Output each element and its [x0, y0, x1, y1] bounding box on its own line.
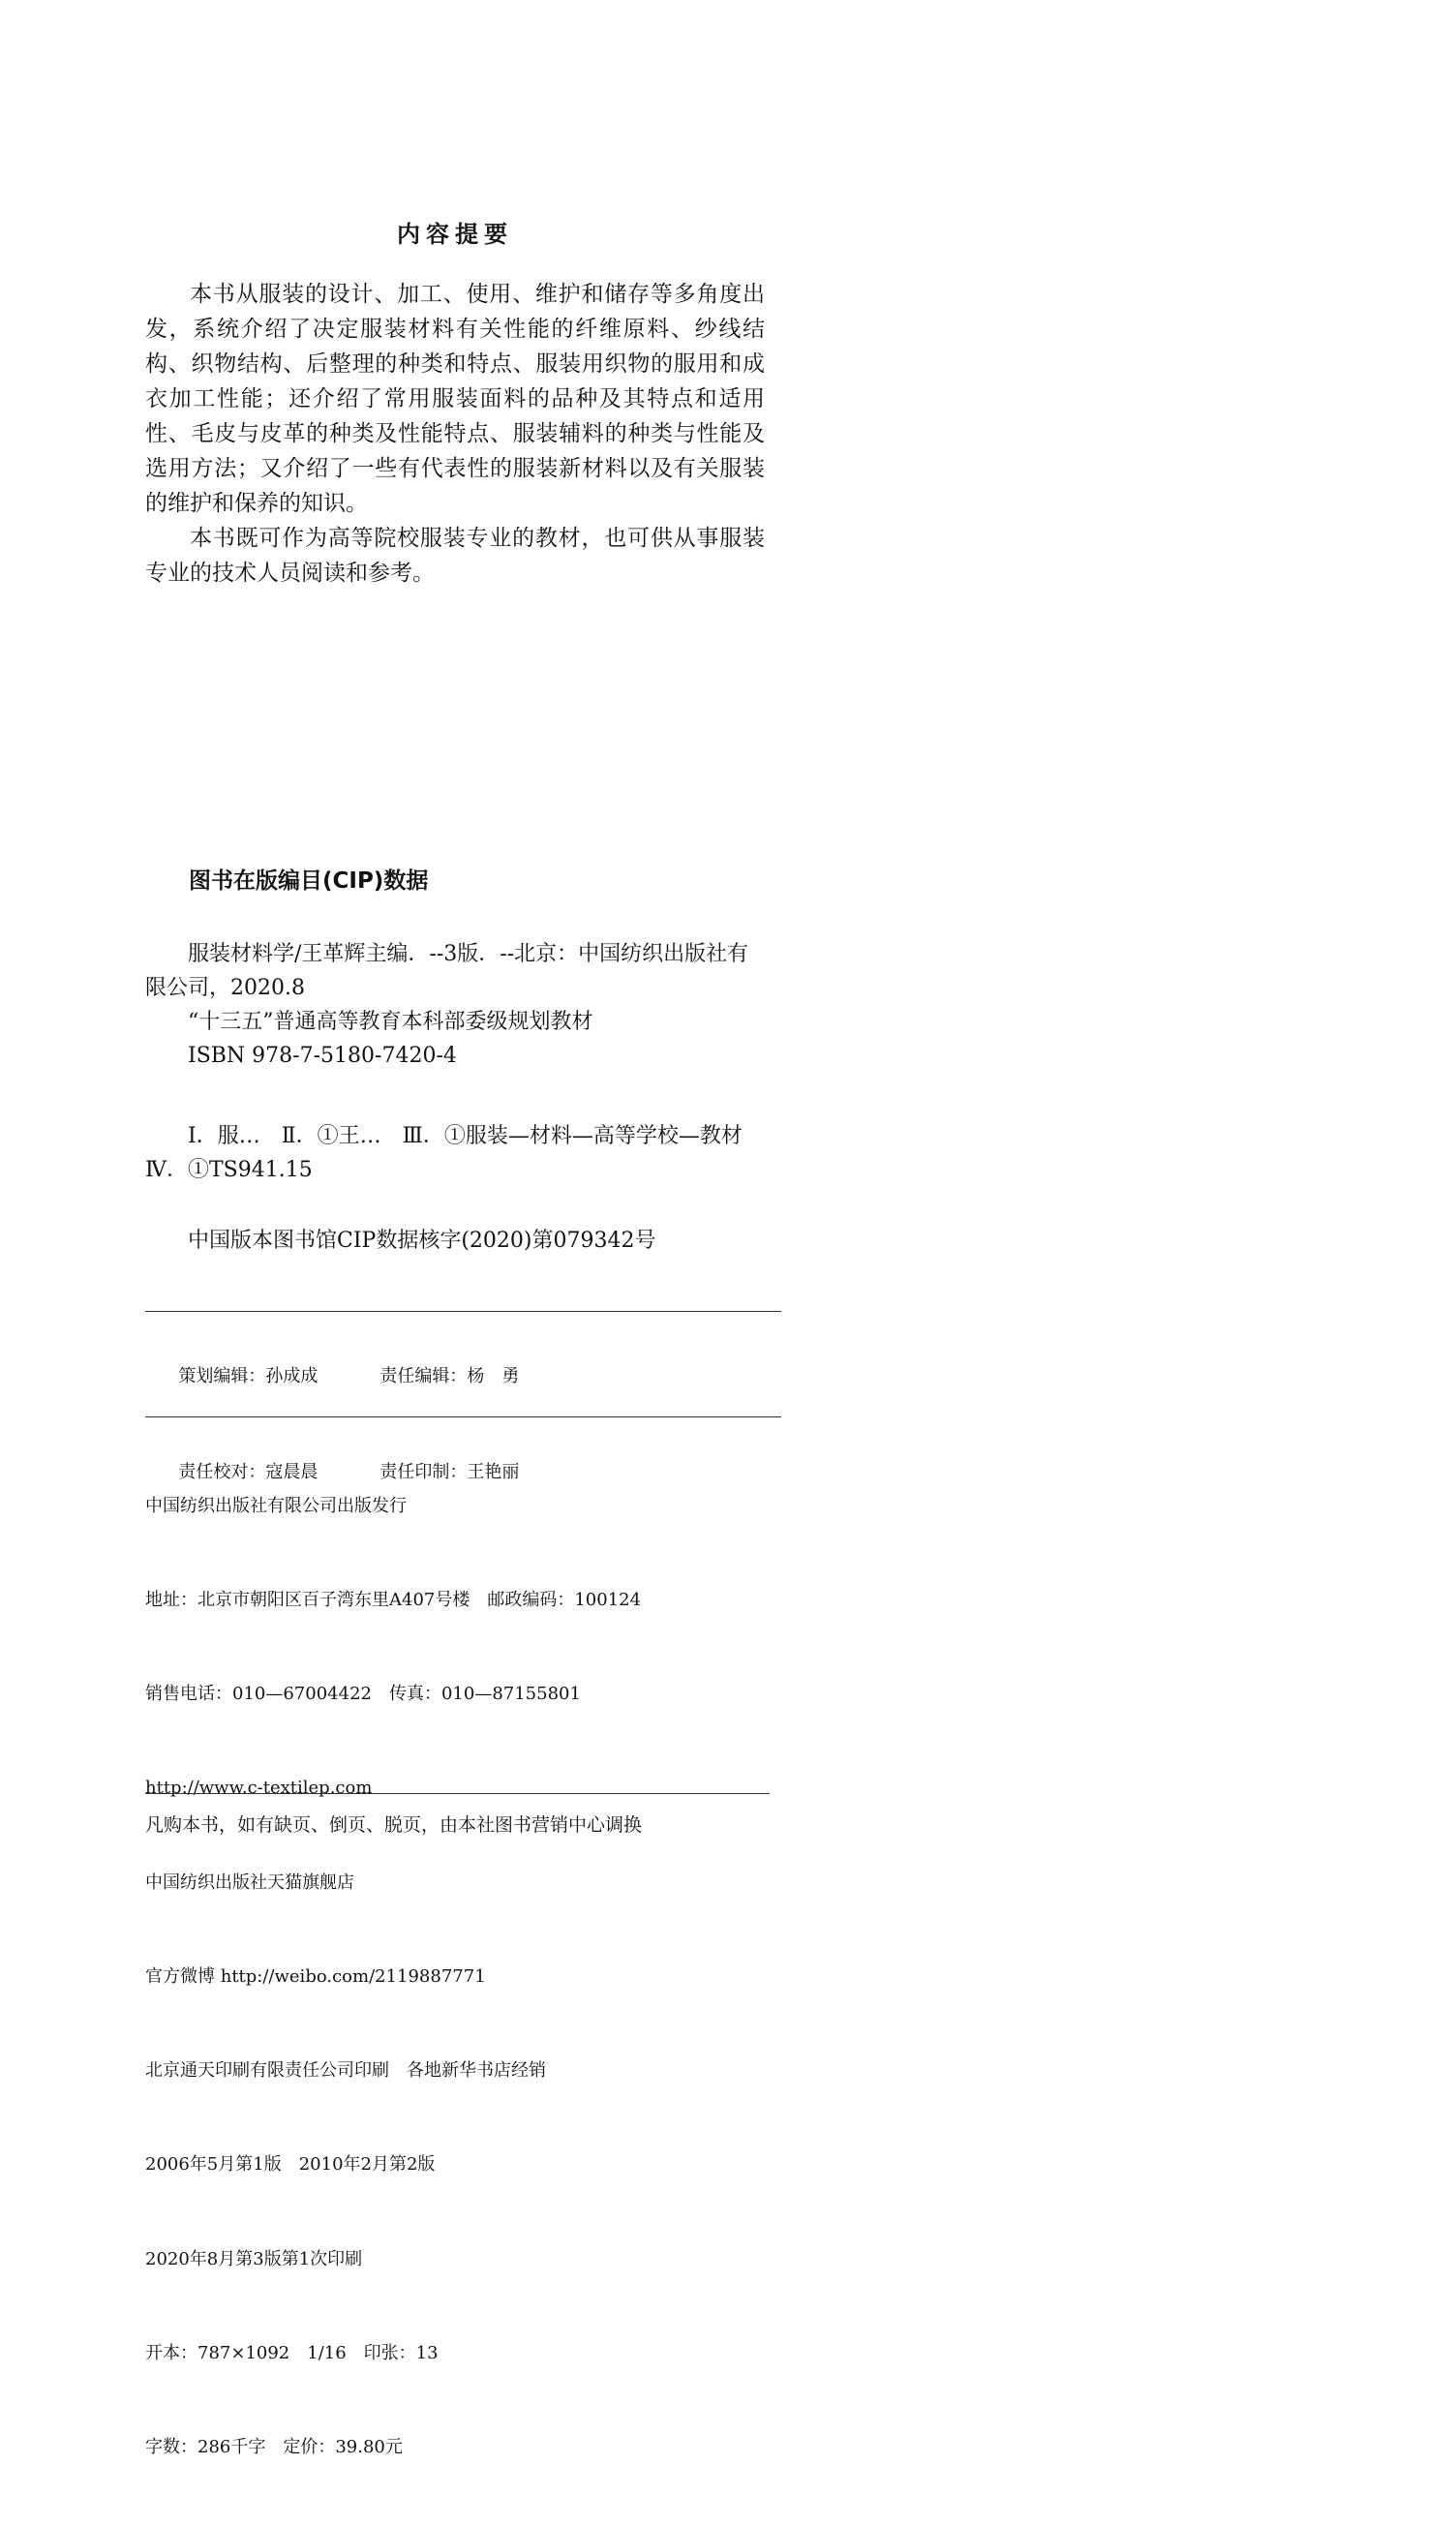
weibo: 官方微博 http://weibo.com/2119887771	[145, 1965, 486, 1987]
planning-editor: 策划编辑：孙成成	[178, 1366, 318, 1386]
cip-isbn: ISBN 978-7-5180-7420-4	[188, 1044, 457, 1068]
edition-history: 2006年5月第1版 2010年2月第2版	[145, 2154, 436, 2176]
summary-paragraph: 本书既可作为高等院校服装专业的教材，也可供从事服装专业的技术人员阅读和参考。	[145, 526, 765, 586]
cip-classification: Ⅰ．服… Ⅱ．①王… Ⅲ．①服装—材料—高等学校—教材 Ⅳ．①TS941.15	[145, 1124, 764, 1182]
website: http://www.c-textilep.com	[145, 1778, 373, 1799]
printer: 北京通天印刷有限责任公司印刷 各地新华书店经销	[145, 2060, 546, 2082]
editor-row	[145, 1328, 519, 1424]
replacement-notice: 凡购本书，如有缺页、倒页、脱页，由本社图书营销中心调换	[145, 1814, 643, 1836]
divider	[145, 1416, 781, 1417]
cip-series: “十三五”普通高等教育本科部委级规划教材	[188, 1010, 593, 1034]
store: 中国纺织出版社天猫旗舰店	[145, 1872, 354, 1893]
summary-paragraph: 本书从服装的设计、加工、使用、维护和储存等多角度出发，系统介绍了决定服装材料有关性能的纤维原料、纱线结构、织物结构、后整理的种类和特点、服装用织物的服用和成衣加工性能；还介绍了常用服装面料的品种及其特点和适用性、毛皮与皮革的种类及性能特点、服装辅料的种类与性能及选用方法；又介绍了一些有代表性的服装新材料以及有关服装的维护和保养的知识。	[145, 282, 765, 516]
cip-classification-block	[145, 1119, 765, 1187]
print-supervisor: 责任印制：王艳丽	[379, 1462, 520, 1482]
phone: 销售电话：010—67004422 传真：010—87155801	[145, 1684, 581, 1705]
cip-record: 服装材料学/王革辉主编．--3版．--北京：中国纺织出版社有限公司，2020.8	[145, 942, 749, 1000]
cip-number-block	[145, 1224, 765, 1258]
cip-title: 图书在版编目(CIP)数据	[189, 868, 429, 894]
proofreader: 责任校对：寇晨晨	[178, 1462, 318, 1482]
words-price: 字数：286千字 定价：39.80元	[145, 2437, 403, 2457]
divider	[145, 1311, 781, 1312]
address: 地址：北京市朝阳区百子湾东里A407号楼 邮政编码：100124	[145, 1590, 642, 1611]
divider	[145, 1793, 770, 1794]
cip-number: 中国版本图书馆CIP数据核字(2020)第079342号	[188, 1229, 656, 1253]
summary-body	[145, 277, 765, 591]
current-printing: 2020年8月第3版第1次印刷	[145, 2248, 363, 2269]
publisher-info-block	[145, 1428, 641, 2526]
responsible-editor: 责任编辑：杨 勇	[379, 1366, 520, 1386]
book-format: 开本：787×1092 1/16 印张：13	[145, 2342, 439, 2363]
summary-title: 内容提要	[397, 221, 513, 248]
publisher: 中国纺织出版社有限公司出版发行	[145, 1495, 407, 1516]
cip-record-block	[145, 937, 765, 1073]
